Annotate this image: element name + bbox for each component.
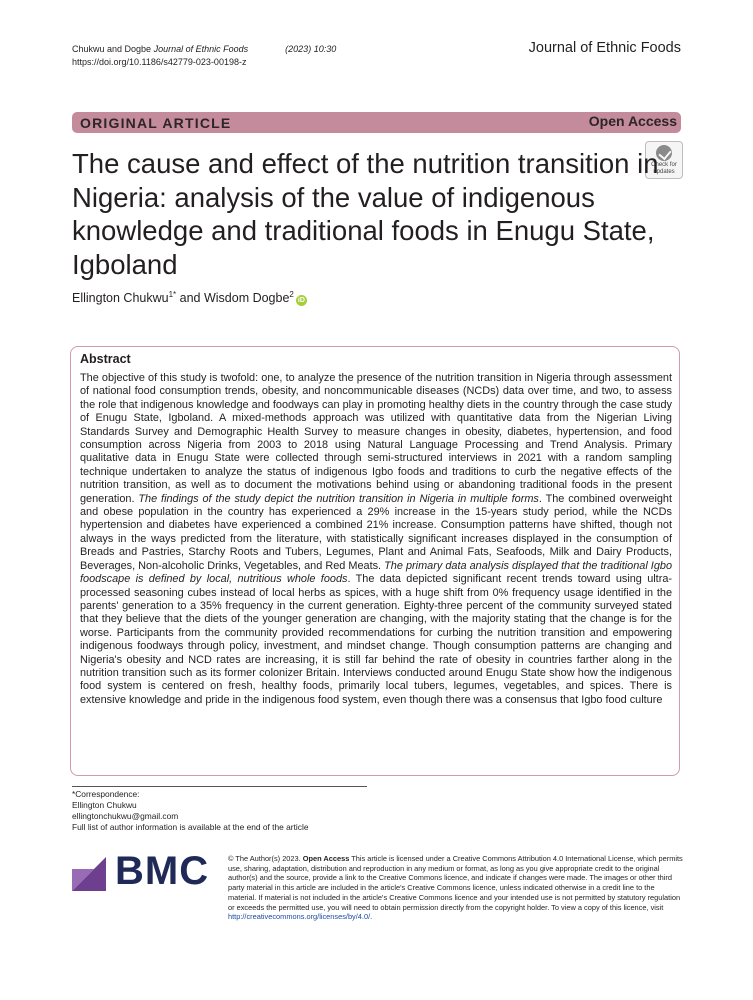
license-link[interactable]: http://creativecommons.org/licenses/by/4.0/ (228, 912, 371, 922)
correspondence-label: *Correspondence: (72, 789, 140, 799)
abstract-italic-segment: The findings of the study depict the nutrition transition in Nigeria in multiple forms (138, 492, 539, 505)
correspondence-block (72, 789, 309, 833)
abstract-text (80, 372, 672, 772)
abstract-segment: . The data depicted significant recent trends toward using ultra-processed seasoning cubes instead of local herbs as spices, with a huge shift from 0% frequency usage identified in the parents' generation to a 35% frequency in the current generation. Eighty-three percent of the community surveyed stated that they believe that the diets of the younger generation are changing, with the majority stating that the change is for the worse. Participants from the community provided recommendations for curbing the nutrition transition and empowering indigenous foodways through policy, investment, and mindset change. Though consumption patterns are changing and Nigeria's obesity and NCD rates are increasing, it is still far behind the rate of obesity in countries farther along in the nutrition transition such as its former colonizer Britain. Interviews conducted around Enugu State show how the indigenous food system is centered on fresh, healthy foods, primarily local tubers, legumes, vegetables, and spices. There is extensive knowledge and pride in the indigenous food system, even though there was a consensus that Igbo food culture (80, 573, 672, 706)
license-suffix: . (370, 912, 373, 922)
author-name[interactable]: Ellington Chukwu (72, 291, 169, 306)
abstract-italic-segment: The primary data analysis displayed that the traditional Igbo foodscape is defined by local, nutritious whole foods (80, 559, 672, 586)
bmc-logo: BMC (115, 849, 210, 893)
author-separator: and (176, 291, 204, 306)
header-year-volume: (2023) 10:30 (285, 44, 337, 54)
article-title: The cause and effect of the nutrition transition in Nigeria: analysis of the value of indigenous knowledge and traditional foods in Enugu State, Igboland (72, 148, 659, 280)
author-name[interactable]: Wisdom Dogbe (203, 291, 290, 306)
abstract-segment: . The combined overweight and obese population in the country has experienced a 29% increase in the 15-years study period, while the NCDs hypertension and diabetes have experienced a combined 21% increase. Consumption patterns have shifted, though not always in the ways predicted from the literature, with statistically significant increases displayed in the consumption of Breads and Pastries, Starchy Roots and Tubers, Legumes, Plant and Animal Fats, Seafoods, Milk and Dairy Products, Beverages, Non-alcoholic Drinks, Vegetables, and Red Meats. (80, 492, 672, 572)
license-bold: Open Access (302, 854, 350, 863)
abstract-segment: The objective of this study is twofold: one, to analyze the presence of the nutrition transition in Nigeria through assessment of national food consumption trends, obesity, and noncommunicable diseases (NCDs) data over time, and two, to assess the role that indigenous knowledge and foodways can play in promoting healthy diets in the country through the case study of Enugu State, Igboland. A mixed-methods approach was utilized with quantitative data from the Nigerian Living Standards Survey and Demographic Health Survey to measure changes in obesity, diabetes, hypertension, and food consumption across Nigeria from 2003 to 2018 using Natural Language Processing and Trend Analysis. Primary qualitative data in Enugu State were collected through semi-structured interviews in 2021 with a random sampling technique undertaken to analyze the status of indigenous Igbo foods and traditions to curb the negative effects of the nutrition transition, as well as to document the motivations behind using or abandoning traditional foods in the present generation. (80, 372, 672, 505)
open-access-label: Open Access (588, 113, 677, 129)
header-authors: Chukwu and Dogbe (72, 44, 152, 54)
article-type-label: ORIGINAL ARTICLE (80, 115, 232, 131)
orcid-icon[interactable]: iD (297, 297, 305, 305)
author-affiliation-sup: 1* (168, 290, 177, 299)
license-body: This article is licensed under a Creative Commons Attribution 4.0 International License, which permits use, sharing, adaptation, distribution and reproduction in any medium or format, as long as you give appropriate credit to the original author(s) and the source, provide a link to the Creative Commons licence, and indicate if changes were made. The images or other third party material in this article are included in the article's Creative Commons licence, unless indicated otherwise in a credit line to the material. If material is not included in the article's Creative Commons licence and your intended use is not permitted by statutory regulation or exceeds the permitted use, you will need to obtain permission directly from the copyright holder. To view a copy of this licence, visit (228, 854, 683, 912)
check-updates-line2: updates (653, 168, 675, 175)
bmc-logo-mark-icon (72, 857, 106, 891)
author-affiliation-sup: 2 (289, 290, 294, 299)
license-text (228, 854, 683, 922)
correspondence-name: Ellington Chukwu (72, 800, 137, 810)
doi-link[interactable]: https://doi.org/10.1186/s42779-023-00198-z (72, 57, 247, 67)
header-journal: Journal of Ethnic Foods (153, 44, 249, 54)
abstract-heading: Abstract (80, 352, 131, 366)
running-header (72, 43, 336, 69)
check-updates-line1: Check for (651, 162, 677, 168)
footnote-divider (72, 786, 367, 787)
correspondence-email[interactable]: ellingtonchukwu@gmail.com (72, 811, 179, 821)
journal-name: Journal of Ethnic Foods (528, 40, 681, 56)
author-info-note: Full list of author information is available at the end of the article (72, 822, 309, 832)
author-list (72, 290, 307, 306)
license-prefix: © The Author(s) 2023. (228, 854, 303, 863)
